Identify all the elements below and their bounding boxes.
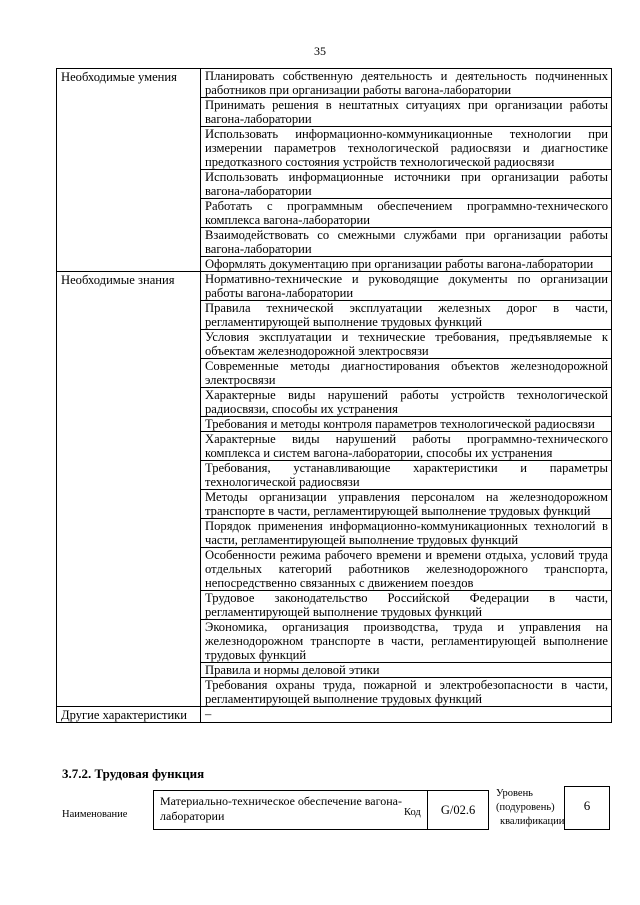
requirement-item: Экономика, организация производства, труда и управления на железнодорожном транспорте в части, регламентирующей выполнение трудовых функций bbox=[201, 620, 612, 663]
requirement-item: Характерные виды нарушений работы устройств технологической радиосвязи, способы их устранения bbox=[201, 388, 612, 417]
requirement-item: Характерные виды нарушений работы программно-технического комплекса и систем вагона-лаборатории, способы их устранения bbox=[201, 432, 612, 461]
table-row bbox=[57, 69, 612, 98]
requirement-item: Планировать собственную деятельность и деятельность подчиненных работников при организации работы вагона-лаборатории bbox=[201, 69, 612, 98]
table-row bbox=[57, 272, 612, 301]
requirement-item: Правила и нормы деловой этики bbox=[201, 663, 612, 678]
requirement-item: Использовать информационные источники при организации работы вагона-лаборатории bbox=[201, 170, 612, 199]
table-row bbox=[57, 707, 612, 723]
requirement-item: Правила технической эксплуатации железных дорог в части, регламентирующей выполнение трудовых функций bbox=[201, 301, 612, 330]
requirement-item: Особенности режима рабочего времени и времени отдыха, условий труда отдельных категорий работников железнодорожного транспорта, непосредственно связанных с движением поездов bbox=[201, 548, 612, 591]
requirement-item: Условия эксплуатации и технические требования, предъявляемые к объектам железнодорожной электросвязи bbox=[201, 330, 612, 359]
qualification-level-box: 6 bbox=[564, 786, 610, 830]
requirement-item: Трудовое законодательство Российской Федерации в части, регламентирующей выполнение трудовых функций bbox=[201, 591, 612, 620]
requirement-item: Использовать информационно-коммуникационные технологии при измерении параметров технологической радиосвязи и диагностике предотказного состояния устройств технологической радиосвязи bbox=[201, 127, 612, 170]
page-number: 35 bbox=[314, 44, 326, 58]
requirement-item: Взаимодействовать со смежными службами при организации работы вагона-лаборатории bbox=[201, 228, 612, 257]
name-label: Наименование bbox=[62, 809, 128, 820]
row-label: Необходимые знания bbox=[57, 272, 201, 707]
level-label-line-1: Уровень bbox=[496, 788, 533, 799]
requirement-item: Оформлять документацию при организации работы вагона-лаборатории bbox=[201, 257, 612, 272]
requirement-item: Нормативно-технические и руководящие документы по организации работы вагона-лаборатории bbox=[201, 272, 612, 301]
row-label: Другие характеристики bbox=[57, 707, 201, 723]
requirement-item: Работать с программным обеспечением программно-технического комплекса вагона-лаборатории bbox=[201, 199, 612, 228]
section-title: 3.7.2. Трудовая функция bbox=[62, 766, 205, 781]
level-label-line-3: квалификации bbox=[500, 816, 565, 827]
level-label-line-2: (подуровень) bbox=[496, 802, 555, 813]
requirement-item: Требования и методы контроля параметров технологической радиосвязи bbox=[201, 417, 612, 432]
requirement-item: Порядок применения информационно-коммуникационных технологий в части, регламентирующей выполнение трудовых функций bbox=[201, 519, 612, 548]
requirement-item: – bbox=[201, 707, 612, 723]
requirements-table bbox=[56, 68, 612, 723]
requirement-item: Принимать решения в нештатных ситуациях при организации работы вагона-лаборатории bbox=[201, 98, 612, 127]
requirement-item: Требования, устанавливающие характеристики и параметры технологической радиосвязи bbox=[201, 461, 612, 490]
qualification-level-label bbox=[496, 787, 564, 829]
requirement-item: Методы организации управления персоналом на железнодорожном транспорте в части, регламентирующей выполнение трудовых функций bbox=[201, 490, 612, 519]
row-label: Необходимые умения bbox=[57, 69, 201, 272]
name-value-box: Материально-техническое обеспечение вагона-лаборатории bbox=[153, 790, 460, 830]
requirement-item: Современные методы диагностирования объектов железнодорожной электросвязи bbox=[201, 359, 612, 388]
code-value-box: G/02.6 bbox=[427, 790, 489, 830]
code-label: Код bbox=[404, 807, 421, 818]
requirement-item: Требования охраны труда, пожарной и электробезопасности в части, регламентирующей выполнение трудовых функций bbox=[201, 678, 612, 707]
